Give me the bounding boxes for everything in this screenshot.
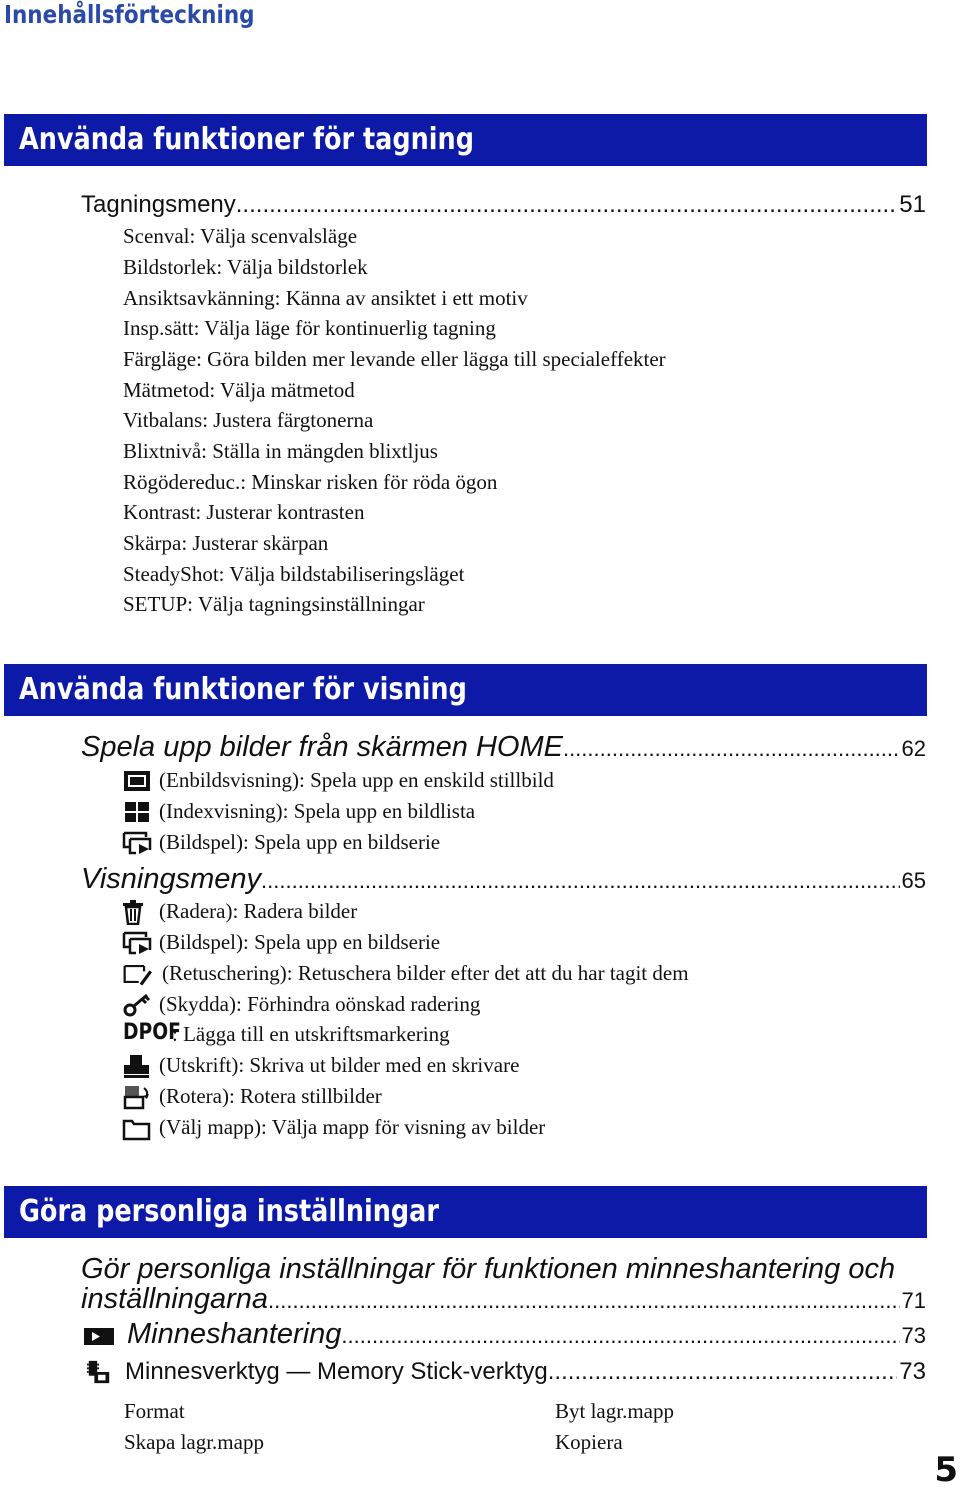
section-title: Använda funktioner för visning (19, 672, 467, 707)
toc-page-number: 65 (901, 868, 926, 893)
list-item[interactable]: Kontrast: Justerar kontrasten (123, 500, 365, 524)
list-item[interactable]: (Radera): Radera bilder (159, 899, 358, 923)
section-header-settings (4, 1186, 927, 1238)
slideshow-icon (122, 930, 152, 956)
toc-entry-home[interactable] (81, 731, 926, 764)
list-item[interactable]: (Skydda): Förhindra oönskad radering (159, 992, 481, 1016)
toc-entry-tagningsmeny[interactable] (81, 191, 926, 219)
list-item[interactable]: Scenval: Välja scenvalsläge (123, 224, 358, 248)
list-item[interactable]: Mätmetod: Välja mätmetod (123, 378, 355, 402)
list-item[interactable]: (Retuschering): Retuschera bilder efter det att du har tagit dem (162, 961, 689, 985)
list-item[interactable]: Bildstorlek: Välja bildstorlek (123, 255, 368, 279)
toc-entry-label: inställningarna (81, 1283, 269, 1315)
toc-entry-label: Minnesverktyg — Memory Stick-verktyg (125, 1358, 548, 1385)
list-item[interactable]: (Indexvisning): Spela upp en bildlista (159, 799, 476, 823)
list-item[interactable]: (Bildspel): Spela upp en bildserie (159, 830, 441, 854)
list-item[interactable]: (Utskrift): Skriva ut bilder med en skrivare (159, 1053, 520, 1077)
dpof-icon: DPOF (123, 1020, 181, 1045)
slideshow-icon (122, 830, 152, 856)
toc-page-number: 73 (899, 1358, 926, 1385)
list-item-format[interactable]: Format (124, 1399, 185, 1423)
toc-entry-minneshantering[interactable] (127, 1318, 926, 1351)
toc-entry-label: Visningsmeny (81, 863, 262, 895)
memory-stick-tool-icon (82, 1359, 116, 1385)
toc-entry-personal-line2[interactable] (81, 1283, 926, 1316)
page-number: 5 (934, 1450, 958, 1490)
list-item[interactable]: SETUP: Välja tagningsinställningar (123, 592, 425, 616)
toc-leader-dots (341, 1323, 899, 1349)
toc-entry-label: Minneshantering (127, 1318, 342, 1350)
toc-leader-dots (261, 868, 900, 894)
toc-entry-label: Gör personliga inställningar för funktionen minneshantering och (81, 1253, 896, 1285)
list-item[interactable]: Skärpa: Justerar skärpan (123, 531, 329, 555)
list-item[interactable]: (Bildspel): Spela upp en bildserie (159, 930, 441, 954)
list-item[interactable]: SteadyShot: Välja bildstabiliseringsläget (123, 562, 465, 586)
memory-card-icon (82, 1323, 116, 1349)
section-title: Göra personliga inställningar (19, 1194, 439, 1229)
toc-page-number: 71 (901, 1288, 926, 1313)
toc-entry-personal-line1[interactable] (81, 1253, 926, 1286)
print-icon (122, 1053, 152, 1079)
toc-header-link[interactable]: Innehållsförteckning (4, 0, 255, 29)
list-item[interactable]: (Rotera): Rotera stillbilder (159, 1084, 382, 1108)
trash-icon (119, 899, 149, 925)
list-item[interactable]: Ansiktsavkänning: Känna av ansiktet i ett motiv (123, 286, 528, 310)
rotate-icon (122, 1084, 152, 1110)
list-item[interactable]: Insp.sätt: Välja läge för kontinuerlig tagning (123, 316, 496, 340)
toc-leader-dots (563, 736, 900, 762)
toc-leader-dots (548, 1358, 898, 1386)
toc-entry-visningsmeny[interactable] (81, 863, 926, 896)
section-header-shooting (4, 114, 927, 166)
list-item-byt-lagr-mapp[interactable]: Byt lagr.mapp (555, 1399, 674, 1423)
toc-leader-dots (268, 1288, 900, 1314)
folder-icon (122, 1115, 152, 1141)
key-icon (122, 992, 152, 1018)
toc-page-number: 62 (901, 736, 926, 761)
list-item[interactable]: (Enbildsvisning): Spela upp en enskild stillbild (159, 768, 554, 792)
list-item[interactable]: Färgläge: Göra bilden mer levande eller lägga till specialeffekter (123, 347, 666, 371)
single-image-icon (122, 768, 152, 794)
list-item[interactable]: Vitbalans: Justera färgtonerna (123, 408, 374, 432)
list-item-skapa-lagr-mapp[interactable]: Skapa lagr.mapp (124, 1430, 264, 1454)
list-item[interactable]: Blixtnivå: Ställa in mängden blixtljus (123, 439, 438, 463)
toc-entry-label: Spela upp bilder från skärmen HOME (81, 731, 563, 763)
list-item[interactable]: Rögödereduc.: Minskar risken för röda ögon (123, 470, 498, 494)
index-grid-icon (122, 799, 152, 825)
toc-leader-dots (236, 191, 898, 219)
list-item[interactable]: : Lägga till en utskriftsmarkering (172, 1022, 450, 1046)
toc-page-number: 73 (901, 1323, 926, 1348)
list-item[interactable]: (Välj mapp): Välja mapp för visning av bilder (159, 1115, 546, 1139)
section-title: Använda funktioner för tagning (19, 122, 474, 157)
list-item-kopiera[interactable]: Kopiera (555, 1430, 623, 1454)
section-header-viewing (4, 664, 927, 716)
toc-entry-label: Tagningsmeny (81, 191, 236, 218)
toc-entry-minnesverktyg[interactable] (125, 1358, 926, 1386)
retouch-icon (122, 961, 152, 987)
toc-page-number: 51 (899, 191, 926, 218)
